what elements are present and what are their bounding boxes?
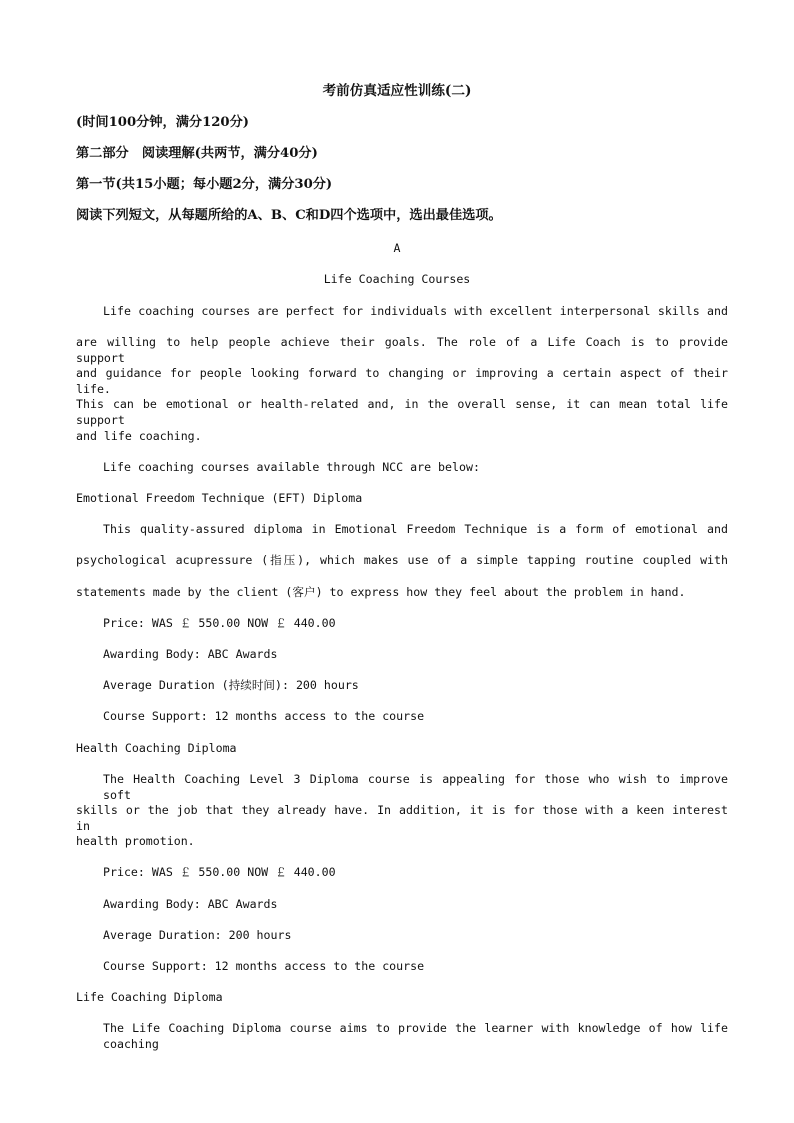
- course-heading-eft: Emotional Freedom Technique (EFT) Diploma: [76, 491, 363, 505]
- course-desc-line: This quality-assured diploma in Emotional Freedom Technique is a form of emotional and: [103, 522, 728, 536]
- intro-line: This can be emotional or health-related and, in the overall sense, it can mean total life support: [76, 397, 728, 427]
- course-desc-line: The Health Coaching Level 3 Diploma course is appealing for those who wish to improve soft: [103, 772, 728, 802]
- available-courses-text: Life coaching courses available through NCC are below:: [103, 460, 480, 474]
- course-awarding-body: Awarding Body: ABC Awards: [103, 647, 278, 661]
- course-price: Price: WAS ￡ 550.00 NOW ￡ 440.00: [103, 616, 336, 630]
- intro-line: and life coaching.: [76, 429, 202, 443]
- time-note: (时间100分钟，满分120分): [76, 115, 250, 130]
- course-price: Price: WAS ￡ 550.00 NOW ￡ 440.00: [103, 865, 336, 879]
- course-duration: Average Duration (持续时间): 200 hours: [103, 678, 359, 692]
- part-heading: 第二部分 阅读理解(共两节，满分40分): [76, 146, 318, 161]
- section-heading: 第一节(共15小题；每小题2分，满分30分): [76, 177, 333, 192]
- document-title: 考前仿真适应性训练(二): [322, 83, 472, 99]
- intro-line: Life coaching courses are perfect for individuals with excellent interpersonal skills and: [103, 304, 728, 318]
- passage-letter: A: [393, 241, 401, 255]
- course-desc-line: statements made by the client (客户) to express how they feel about the problem in hand.: [76, 585, 686, 599]
- course-support: Course Support: 12 months access to the course: [103, 959, 425, 973]
- course-desc-line: health promotion.: [76, 834, 195, 848]
- course-desc-line: The Life Coaching Diploma course aims to provide the learner with knowledge of how life coaching: [103, 1021, 728, 1051]
- course-duration: Average Duration: 200 hours: [103, 928, 292, 942]
- course-awarding-body: Awarding Body: ABC Awards: [103, 897, 278, 911]
- course-heading-life-coaching: Life Coaching Diploma: [76, 990, 223, 1004]
- course-support: Course Support: 12 months access to the course: [103, 709, 425, 723]
- intro-line: are willing to help people achieve their goals. The role of a Life Coach is to provide support: [76, 335, 728, 365]
- course-desc-line: psychological acupressure (指压), which makes use of a simple tapping routine coupled with: [76, 553, 728, 567]
- instructions: 阅读下列短文，从每题所给的A、B、C和D四个选项中，选出最佳选项。: [76, 208, 502, 223]
- passage-title: Life Coaching Courses: [323, 272, 471, 286]
- course-desc-line: skills or the job that they already have. In addition, it is for those with a keen interest in: [76, 803, 728, 833]
- intro-line: and guidance for people looking forward to changing or improving a certain aspect of their life.: [76, 366, 728, 396]
- course-heading-health: Health Coaching Diploma: [76, 741, 237, 755]
